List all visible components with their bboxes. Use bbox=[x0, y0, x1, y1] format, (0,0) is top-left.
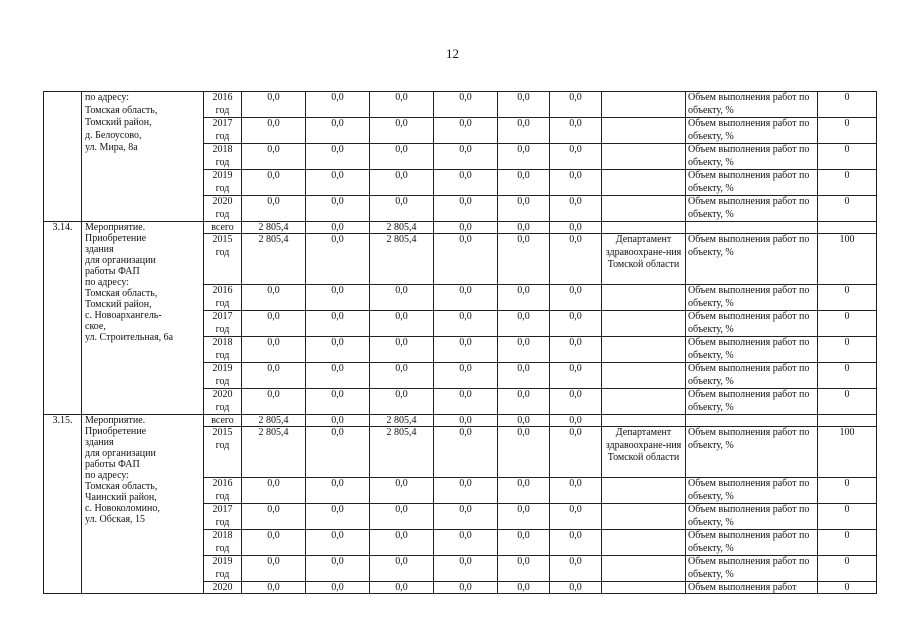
total-value-4: 0,0 bbox=[498, 222, 550, 234]
row-value-0: 0,0 bbox=[242, 170, 306, 196]
row-department bbox=[602, 530, 686, 556]
row-value-2: 0,0 bbox=[370, 118, 434, 144]
row-value-4: 0,0 bbox=[498, 118, 550, 144]
row-indicator: Объем выполнения работ по объекту, % bbox=[686, 478, 818, 504]
row-year: 2019 год bbox=[204, 170, 242, 196]
row-value-1: 0,0 bbox=[306, 582, 370, 594]
row-value-2: 0,0 bbox=[370, 478, 434, 504]
event-description: Мероприятие. Приобретение здания для организации работы ФАП по адресу: Томская область, Чаинский район, с. Новоколомино, ул. Обская, 15 bbox=[82, 415, 204, 594]
row-value-4: 0,0 bbox=[498, 582, 550, 594]
row-indicator: Объем выполнения работ по объекту, % bbox=[686, 92, 818, 118]
row-value-3: 0,0 bbox=[434, 92, 498, 118]
row-value-1: 0,0 bbox=[306, 427, 370, 478]
total-target-value bbox=[818, 222, 877, 234]
row-indicator: Объем выполнения работ по объекту, % bbox=[686, 530, 818, 556]
row-value-5: 0,0 bbox=[550, 92, 602, 118]
row-value-2: 2 805,4 bbox=[370, 234, 434, 285]
row-value-0: 2 805,4 bbox=[242, 427, 306, 478]
row-department bbox=[602, 285, 686, 311]
row-value-5: 0,0 bbox=[550, 478, 602, 504]
row-value-0: 0,0 bbox=[242, 389, 306, 415]
row-value-4: 0,0 bbox=[498, 285, 550, 311]
row-value-2: 0,0 bbox=[370, 504, 434, 530]
row-department: Департамент здравоохране-ния Томской области bbox=[602, 234, 686, 285]
row-indicator: Объем выполнения работ по объекту, % bbox=[686, 311, 818, 337]
row-value-1: 0,0 bbox=[306, 530, 370, 556]
total-value-3: 0,0 bbox=[434, 415, 498, 427]
row-value-3: 0,0 bbox=[434, 285, 498, 311]
row-department bbox=[602, 504, 686, 530]
row-value-3: 0,0 bbox=[434, 311, 498, 337]
row-value-2: 0,0 bbox=[370, 196, 434, 222]
row-value-2: 0,0 bbox=[370, 285, 434, 311]
row-value-0: 0,0 bbox=[242, 556, 306, 582]
total-value-0: 2 805,4 bbox=[242, 222, 306, 234]
row-target-value: 0 bbox=[818, 530, 877, 556]
row-value-0: 0,0 bbox=[242, 118, 306, 144]
row-target-value: 0 bbox=[818, 311, 877, 337]
row-value-0: 0,0 bbox=[242, 478, 306, 504]
row-target-value: 0 bbox=[818, 363, 877, 389]
row-department bbox=[602, 363, 686, 389]
row-value-2: 0,0 bbox=[370, 363, 434, 389]
row-department bbox=[602, 556, 686, 582]
row-value-0: 0,0 bbox=[242, 285, 306, 311]
row-value-2: 0,0 bbox=[370, 337, 434, 363]
row-value-4: 0,0 bbox=[498, 363, 550, 389]
row-target-value: 0 bbox=[818, 285, 877, 311]
row-target-value: 0 bbox=[818, 556, 877, 582]
row-value-2: 0,0 bbox=[370, 92, 434, 118]
total-label: всего bbox=[204, 415, 242, 427]
row-indicator: Объем выполнения работ по объекту, % bbox=[686, 389, 818, 415]
event-description: по адресу: Томская область, Томский район, д. Белоусово, ул. Мира, 8а bbox=[82, 92, 204, 222]
row-department bbox=[602, 170, 686, 196]
row-year: 2019 год bbox=[204, 556, 242, 582]
row-year: 2017 год bbox=[204, 118, 242, 144]
row-target-value: 0 bbox=[818, 196, 877, 222]
row-value-4: 0,0 bbox=[498, 556, 550, 582]
row-value-4: 0,0 bbox=[498, 311, 550, 337]
row-value-5: 0,0 bbox=[550, 389, 602, 415]
row-value-5: 0,0 bbox=[550, 170, 602, 196]
row-value-0: 0,0 bbox=[242, 530, 306, 556]
row-department bbox=[602, 144, 686, 170]
row-value-3: 0,0 bbox=[434, 144, 498, 170]
row-indicator: Объем выполнения работ по объекту, % bbox=[686, 427, 818, 478]
row-department bbox=[602, 337, 686, 363]
total-value-0: 2 805,4 bbox=[242, 415, 306, 427]
row-target-value: 0 bbox=[818, 337, 877, 363]
row-target-value: 0 bbox=[818, 170, 877, 196]
total-department bbox=[602, 222, 686, 234]
row-value-1: 0,0 bbox=[306, 556, 370, 582]
row-value-5: 0,0 bbox=[550, 118, 602, 144]
row-year: 2018 год bbox=[204, 144, 242, 170]
row-value-1: 0,0 bbox=[306, 337, 370, 363]
row-indicator: Объем выполнения работ по объекту, % bbox=[686, 285, 818, 311]
row-value-4: 0,0 bbox=[498, 196, 550, 222]
row-year: 2016 год bbox=[204, 92, 242, 118]
row-value-0: 0,0 bbox=[242, 504, 306, 530]
row-value-5: 0,0 bbox=[550, 556, 602, 582]
row-department bbox=[602, 196, 686, 222]
row-indicator: Объем выполнения работ по объекту, % bbox=[686, 170, 818, 196]
table-body bbox=[44, 92, 877, 594]
row-value-5: 0,0 bbox=[550, 196, 602, 222]
row-value-5: 0,0 bbox=[550, 504, 602, 530]
row-value-1: 0,0 bbox=[306, 234, 370, 285]
row-value-2: 0,0 bbox=[370, 144, 434, 170]
row-year: 2020 год bbox=[204, 196, 242, 222]
row-value-0: 0,0 bbox=[242, 196, 306, 222]
row-indicator: Объем выполнения работ по объекту, % bbox=[686, 556, 818, 582]
row-target-value: 0 bbox=[818, 478, 877, 504]
row-value-4: 0,0 bbox=[498, 170, 550, 196]
total-value-5: 0,0 bbox=[550, 222, 602, 234]
row-value-1: 0,0 bbox=[306, 363, 370, 389]
row-value-1: 0,0 bbox=[306, 478, 370, 504]
row-value-1: 0,0 bbox=[306, 92, 370, 118]
item-number: 3.14. bbox=[44, 222, 82, 415]
row-value-3: 0,0 bbox=[434, 170, 498, 196]
row-value-2: 0,0 bbox=[370, 530, 434, 556]
table-row bbox=[44, 92, 877, 118]
row-department bbox=[602, 389, 686, 415]
total-target-value bbox=[818, 415, 877, 427]
row-value-0: 0,0 bbox=[242, 92, 306, 118]
row-value-1: 0,0 bbox=[306, 196, 370, 222]
row-year: 2015 год bbox=[204, 234, 242, 285]
row-value-3: 0,0 bbox=[434, 504, 498, 530]
row-indicator: Объем выполнения работ по объекту, % bbox=[686, 234, 818, 285]
row-value-1: 0,0 bbox=[306, 311, 370, 337]
row-target-value: 0 bbox=[818, 144, 877, 170]
row-year: 2020 год bbox=[204, 389, 242, 415]
total-value-3: 0,0 bbox=[434, 222, 498, 234]
row-indicator: Объем выполнения работ по объекту, % bbox=[686, 363, 818, 389]
row-year: 2018 год bbox=[204, 337, 242, 363]
row-indicator: Объем выполнения работ bbox=[686, 582, 818, 594]
row-value-2: 0,0 bbox=[370, 556, 434, 582]
event-description: Мероприятие. Приобретение здания для организации работы ФАП по адресу: Томская область, Томский район, с. Новоархангель- ское, ул. Строительная, 6а bbox=[82, 222, 204, 415]
row-value-5: 0,0 bbox=[550, 530, 602, 556]
total-value-1: 0,0 bbox=[306, 415, 370, 427]
row-value-4: 0,0 bbox=[498, 337, 550, 363]
row-year: 2015 год bbox=[204, 427, 242, 478]
row-value-4: 0,0 bbox=[498, 234, 550, 285]
row-value-3: 0,0 bbox=[434, 196, 498, 222]
total-value-2: 2 805,4 bbox=[370, 415, 434, 427]
row-value-0: 0,0 bbox=[242, 582, 306, 594]
row-value-2: 0,0 bbox=[370, 582, 434, 594]
row-value-4: 0,0 bbox=[498, 530, 550, 556]
row-department bbox=[602, 311, 686, 337]
total-label: всего bbox=[204, 222, 242, 234]
row-department bbox=[602, 92, 686, 118]
row-indicator: Объем выполнения работ по объекту, % bbox=[686, 504, 818, 530]
row-year: 2016 год bbox=[204, 478, 242, 504]
row-value-1: 0,0 bbox=[306, 170, 370, 196]
row-value-2: 0,0 bbox=[370, 389, 434, 415]
row-value-1: 0,0 bbox=[306, 504, 370, 530]
row-value-0: 0,0 bbox=[242, 363, 306, 389]
total-indicator bbox=[686, 222, 818, 234]
row-value-5: 0,0 bbox=[550, 144, 602, 170]
row-value-3: 0,0 bbox=[434, 582, 498, 594]
row-value-3: 0,0 bbox=[434, 337, 498, 363]
row-value-4: 0,0 bbox=[498, 504, 550, 530]
row-value-4: 0,0 bbox=[498, 389, 550, 415]
row-indicator: Объем выполнения работ по объекту, % bbox=[686, 144, 818, 170]
row-target-value: 100 bbox=[818, 427, 877, 478]
row-target-value: 100 bbox=[818, 234, 877, 285]
row-target-value: 0 bbox=[818, 389, 877, 415]
row-year: 2019 год bbox=[204, 363, 242, 389]
row-target-value: 0 bbox=[818, 118, 877, 144]
row-department: Департамент здравоохране-ния Томской области bbox=[602, 427, 686, 478]
row-value-2: 0,0 bbox=[370, 311, 434, 337]
row-value-5: 0,0 bbox=[550, 363, 602, 389]
total-department bbox=[602, 415, 686, 427]
row-year: 2017 год bbox=[204, 504, 242, 530]
row-value-0: 0,0 bbox=[242, 144, 306, 170]
row-target-value: 0 bbox=[818, 582, 877, 594]
row-value-1: 0,0 bbox=[306, 144, 370, 170]
row-value-3: 0,0 bbox=[434, 530, 498, 556]
table-row-total bbox=[44, 222, 877, 234]
row-value-5: 0,0 bbox=[550, 427, 602, 478]
item-number bbox=[44, 92, 82, 222]
page-number: 12 bbox=[446, 46, 459, 61]
row-value-5: 0,0 bbox=[550, 337, 602, 363]
row-value-5: 0,0 bbox=[550, 311, 602, 337]
row-target-value: 0 bbox=[818, 92, 877, 118]
total-indicator bbox=[686, 415, 818, 427]
row-value-3: 0,0 bbox=[434, 478, 498, 504]
row-year: 2017 год bbox=[204, 311, 242, 337]
row-department bbox=[602, 478, 686, 504]
total-value-5: 0,0 bbox=[550, 415, 602, 427]
row-value-3: 0,0 bbox=[434, 118, 498, 144]
row-value-4: 0,0 bbox=[498, 92, 550, 118]
row-value-3: 0,0 bbox=[434, 427, 498, 478]
row-value-1: 0,0 bbox=[306, 118, 370, 144]
row-indicator: Объем выполнения работ по объекту, % bbox=[686, 337, 818, 363]
row-value-2: 0,0 bbox=[370, 170, 434, 196]
row-value-0: 0,0 bbox=[242, 311, 306, 337]
row-department bbox=[602, 118, 686, 144]
row-indicator: Объем выполнения работ по объекту, % bbox=[686, 196, 818, 222]
row-department bbox=[602, 582, 686, 594]
row-value-0: 2 805,4 bbox=[242, 234, 306, 285]
program-table bbox=[43, 91, 877, 594]
row-value-4: 0,0 bbox=[498, 427, 550, 478]
row-indicator: Объем выполнения работ по объекту, % bbox=[686, 118, 818, 144]
row-value-1: 0,0 bbox=[306, 285, 370, 311]
row-value-3: 0,0 bbox=[434, 556, 498, 582]
table-row-total bbox=[44, 415, 877, 427]
row-value-5: 0,0 bbox=[550, 234, 602, 285]
total-value-2: 2 805,4 bbox=[370, 222, 434, 234]
row-value-2: 2 805,4 bbox=[370, 427, 434, 478]
row-value-0: 0,0 bbox=[242, 337, 306, 363]
item-number: 3.15. bbox=[44, 415, 82, 594]
total-value-1: 0,0 bbox=[306, 222, 370, 234]
row-year: 2020 bbox=[204, 582, 242, 594]
row-value-5: 0,0 bbox=[550, 582, 602, 594]
total-value-4: 0,0 bbox=[498, 415, 550, 427]
row-value-4: 0,0 bbox=[498, 144, 550, 170]
row-year: 2016 год bbox=[204, 285, 242, 311]
row-year: 2018 год bbox=[204, 530, 242, 556]
row-value-3: 0,0 bbox=[434, 363, 498, 389]
row-value-5: 0,0 bbox=[550, 285, 602, 311]
row-value-1: 0,0 bbox=[306, 389, 370, 415]
row-target-value: 0 bbox=[818, 504, 877, 530]
row-value-3: 0,0 bbox=[434, 389, 498, 415]
row-value-3: 0,0 bbox=[434, 234, 498, 285]
row-value-4: 0,0 bbox=[498, 478, 550, 504]
